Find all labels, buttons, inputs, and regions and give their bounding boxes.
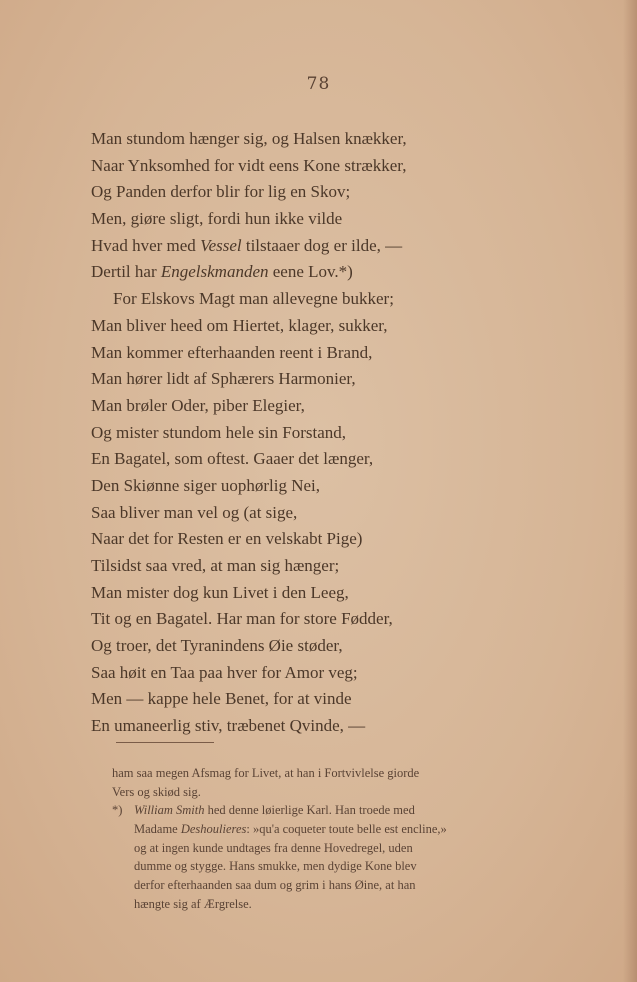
poem-line-text: Man stundom hænger sig, og Halsen knækker, [91, 129, 407, 148]
poem-line [91, 126, 561, 153]
poem-line-text: Man bliver heed om Hiertet, klager, sukker, [91, 315, 388, 335]
poem-line-text: For Elskovs Magt man allevegne bukker; [113, 289, 394, 309]
poem-line [91, 259, 561, 286]
footnote-text: Madame [134, 822, 181, 837]
poem-line [91, 686, 561, 713]
page-number: 78 [306, 74, 331, 94]
footnote-line [112, 839, 600, 858]
poem-line [91, 420, 561, 447]
poem-line-text: tilstaaer dog er ilde, — [241, 235, 403, 255]
footnote-line [112, 895, 600, 914]
poem-line-text: Den Skiønne siger uophørlig Nei, [91, 475, 320, 495]
poem-line [91, 500, 561, 527]
poem-line [91, 526, 561, 553]
footnote-line [112, 857, 600, 876]
poem-line-italic: Engelskmanden [160, 262, 269, 282]
poem-line [91, 206, 561, 233]
footnote-line [112, 764, 600, 783]
poem-line-italic: Vessel [200, 235, 242, 255]
footnote-line [112, 876, 600, 895]
poem-line-text: Og mister stundom hele sin Forstand, [91, 422, 346, 442]
poem-line-text: Man mister dog kun Livet i den Leeg, [91, 582, 349, 602]
poem-line [91, 633, 561, 660]
poem-line [91, 233, 561, 260]
poem-line-text: Man hører lidt af Sphærers Harmonier, [91, 369, 356, 389]
poem-line-text: eene Lov.*) [268, 262, 353, 282]
poem-line-text: Man brøler Oder, piber Elegier, [91, 395, 305, 415]
footnotes [112, 764, 600, 914]
footnote-text: og at ingen kunde undtages fra denne Hovedregel, uden [134, 840, 413, 855]
poem-line-text: En Bagatel, som oftest. Gaaer det længer, [91, 449, 374, 469]
poem-line-text: Tit og en Bagatel. Har man for store Fødder, [91, 609, 393, 629]
footnote-text: derfor efterhaanden saa dum og grim i hans Øine, at han [134, 878, 416, 893]
poem-line-text: Naar det for Resten er en velskabt Pige) [91, 529, 363, 549]
poem-line [91, 179, 561, 206]
footnote-text: ham saa megen Afsmag for Livet, at han i Fortvivlelse giorde [112, 766, 420, 780]
poem-line [91, 553, 561, 580]
footnote-text: Vers og skiød sig. [112, 784, 201, 799]
footnote-text: hed denne løierlige Karl. Han troede med [204, 803, 415, 818]
poem-line-text: Og troer, det Tyranindens Øie støder, [91, 636, 343, 656]
poem-line [91, 713, 561, 740]
poem-line-text: Men, giøre sligt, fordi hun ikke vilde [91, 209, 343, 229]
poem-line-text: En umaneerlig stiv, træbenet Qvinde, — [91, 716, 366, 736]
poem-line-text: Hvad hver med [91, 235, 201, 255]
page-edge-shadow [623, 0, 637, 982]
poem-text [91, 126, 561, 740]
poem-line-text: Dertil har [91, 262, 161, 282]
footnote-text: hængte sig af Ærgrelse. [134, 896, 252, 911]
footnote-text: dumme og stygge. Hans smukke, men dydige Kone blev [134, 859, 417, 874]
poem-line [91, 446, 561, 473]
poem-line-text: Naar Ynksomhed for vidt eens Kone strækker, [91, 155, 407, 175]
poem-line [91, 313, 561, 340]
poem-line [91, 473, 561, 500]
poem-line [91, 660, 561, 687]
poem-line-text: Og Panden derfor blir for lig en Skov; [91, 182, 351, 202]
footnote-line [112, 801, 600, 820]
poem-line [91, 340, 561, 367]
footnote-separator [116, 742, 214, 743]
poem-line-text: Saa høit en Taa paa hver for Amor veg; [91, 662, 358, 682]
poem-line [91, 606, 561, 633]
footnote-line [112, 820, 600, 839]
poem-line-text: Saa bliver man vel og (at sige, [91, 502, 298, 522]
footnote-line [112, 783, 600, 802]
poem-line [91, 580, 561, 607]
poem-line-text: Men — kappe hele Benet, for at vinde [91, 689, 352, 709]
footnote-text: : »qu'a coqueter toute belle est encline,» [246, 822, 447, 837]
footnote-italic: Deshoulieres [180, 822, 247, 837]
poem-line [91, 286, 561, 313]
poem-line [91, 393, 561, 420]
footnote-marker: *) [112, 803, 123, 818]
poem-line-text: Man kommer efterhaanden reent i Brand, [91, 342, 373, 362]
poem-line [91, 153, 561, 180]
poem-line [91, 366, 561, 393]
footnote-italic: William Smith [134, 803, 205, 818]
poem-line-text: Tilsidst saa vred, at man sig hænger; [91, 556, 340, 575]
